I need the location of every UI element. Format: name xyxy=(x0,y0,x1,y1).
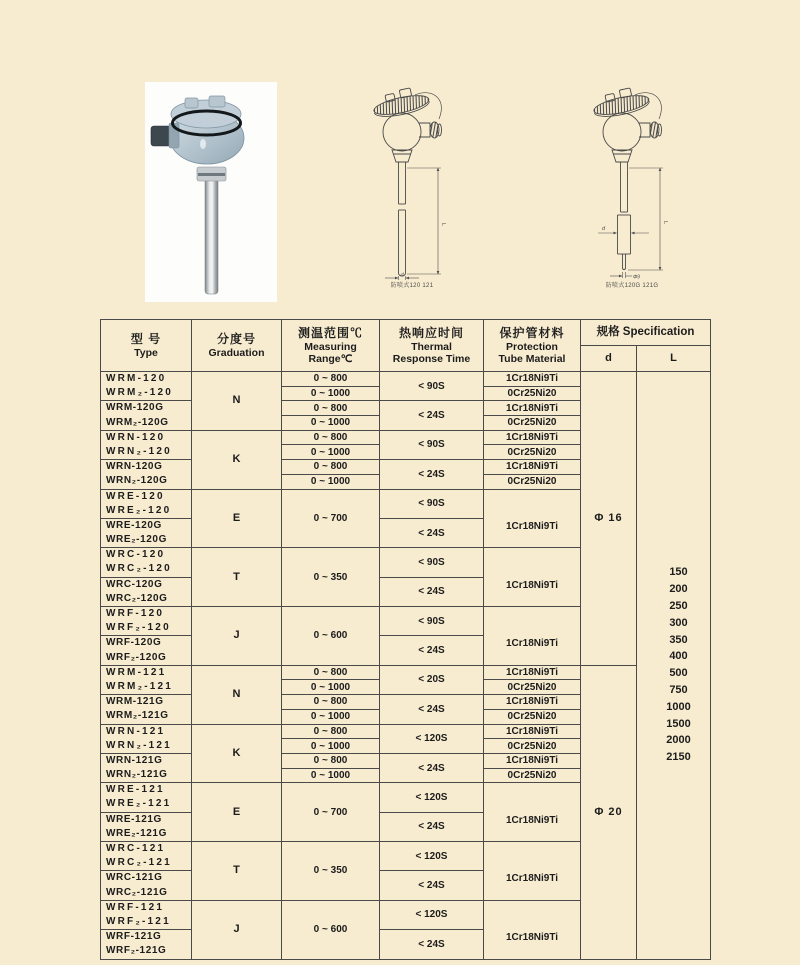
range-cell: 0 ~ 600 xyxy=(282,607,380,666)
drawing-120-caption: 防喷式120 121 xyxy=(390,283,434,289)
dim-d-label: d xyxy=(400,272,404,279)
header-type: 型 号 Type xyxy=(101,320,192,372)
range-cell: 0 ~ 1000 xyxy=(282,416,380,431)
material-cell: 1Cr18Ni9Ti xyxy=(484,430,581,445)
response-cell: < 24S xyxy=(380,695,484,724)
material-cell: 1Cr18Ni9Ti xyxy=(484,900,581,959)
material-cell: 0Cr25Ni20 xyxy=(484,739,581,754)
dimension-L xyxy=(407,168,446,274)
material-cell: 0Cr25Ni20 xyxy=(484,768,581,783)
response-cell: < 90S xyxy=(380,548,484,577)
material-cell: 1Cr18Ni9Ti xyxy=(484,665,581,680)
material-cell: 1Cr18Ni9Ti xyxy=(484,401,581,416)
header-measuring-range: 测温范围℃ Measuring Range℃ xyxy=(282,320,380,372)
neck-outline xyxy=(392,150,412,162)
header-specification: 规格 Specification xyxy=(581,320,711,346)
dimension-d xyxy=(385,273,419,281)
header-graduation: 分度号 Graduation xyxy=(192,320,282,372)
dimension-d xyxy=(598,226,649,233)
probe-outline xyxy=(399,162,406,276)
range-cell: 0 ~ 350 xyxy=(282,842,380,901)
response-cell: < 24S xyxy=(380,871,484,900)
outline-drawing-120g xyxy=(582,84,682,280)
neck-outline xyxy=(612,150,632,162)
diameter-cell: Φ 20 xyxy=(581,665,637,959)
material-cell: 1Cr18Ni9Ti xyxy=(484,372,581,387)
dim-L-label: L xyxy=(440,223,446,227)
probe-outline xyxy=(618,162,631,270)
response-cell: < 24S xyxy=(380,518,484,547)
type-cell: WRF-120 WRF₂-120 xyxy=(101,607,192,636)
range-cell: 0 ~ 800 xyxy=(282,665,380,680)
type-cell: WRC-121G WRC₂-121G xyxy=(101,871,192,900)
knurled-cap xyxy=(371,85,431,121)
material-cell: 1Cr18Ni9Ti xyxy=(484,842,581,901)
length-values: 150 200 250 300 350 400 500 750 1000 1500 2000 2150 xyxy=(666,566,691,764)
range-cell: 0 ~ 800 xyxy=(282,372,380,387)
range-cell: 0 ~ 800 xyxy=(282,430,380,445)
response-cell: < 24S xyxy=(380,460,484,489)
knurled-cap xyxy=(591,85,651,121)
material-cell: 0Cr25Ni20 xyxy=(484,474,581,489)
graduation-cell: N xyxy=(192,665,282,724)
type-cell: WRF-121G WRF₂-121G xyxy=(101,930,192,959)
material-cell: 1Cr18Ni9Ti xyxy=(484,695,581,710)
range-cell: 0 ~ 1000 xyxy=(282,680,380,695)
type-cell: WRM-121 WRM₂-121 xyxy=(101,665,192,694)
response-cell: < 24S xyxy=(380,636,484,665)
range-cell: 0 ~ 700 xyxy=(282,489,380,548)
response-cell: < 24S xyxy=(380,753,484,782)
outline-drawing-120 xyxy=(362,84,462,280)
type-cell: WRC-120 WRC₂-120 xyxy=(101,548,192,577)
range-cell: 0 ~ 1000 xyxy=(282,768,380,783)
material-cell: 1Cr18Ni9Ti xyxy=(484,548,581,607)
range-cell: 0 ~ 1000 xyxy=(282,445,380,460)
header-thermal-response: 热响应时间 Thermal Response Time xyxy=(380,320,484,372)
material-cell: 0Cr25Ni20 xyxy=(484,416,581,431)
type-cell: WRE-121 WRE₂-121 xyxy=(101,783,192,812)
cable-entry xyxy=(151,126,171,146)
type-cell: WRF-121 WRF₂-121 xyxy=(101,900,192,929)
dimension-phi9 xyxy=(610,272,640,280)
type-cell: WRE-121G WRE₂-121G xyxy=(101,812,192,841)
material-cell: 1Cr18Ni9Ti xyxy=(484,724,581,739)
response-cell: < 90S xyxy=(380,372,484,401)
drawing-120g-caption: 防喷式120G 121G xyxy=(605,283,659,289)
probe-sheath xyxy=(205,178,218,294)
dim-d-label: d xyxy=(602,226,606,232)
material-cell: 0Cr25Ni20 xyxy=(484,386,581,401)
range-cell: 0 ~ 1000 xyxy=(282,474,380,489)
head-body-outline xyxy=(603,113,641,151)
range-cell: 0 ~ 800 xyxy=(282,753,380,768)
type-cell: WRM-121G WRM₂-121G xyxy=(101,695,192,724)
dimension-L xyxy=(628,168,668,270)
material-cell: 1Cr18Ni9Ti xyxy=(484,753,581,768)
range-cell: 0 ~ 800 xyxy=(282,724,380,739)
material-cell: 0Cr25Ni20 xyxy=(484,680,581,695)
graduation-cell: K xyxy=(192,724,282,783)
length-cell xyxy=(637,372,711,960)
range-cell: 0 ~ 1000 xyxy=(282,709,380,724)
header-l: L xyxy=(637,346,711,372)
response-cell: < 120S xyxy=(380,900,484,929)
response-cell: < 120S xyxy=(380,842,484,871)
response-cell: < 120S xyxy=(380,724,484,753)
response-cell: < 120S xyxy=(380,783,484,812)
range-cell: 0 ~ 800 xyxy=(282,695,380,710)
response-cell: < 24S xyxy=(380,577,484,606)
material-cell: 1Cr18Ni9Ti xyxy=(484,607,581,666)
graduation-cell: N xyxy=(192,372,282,431)
response-cell: < 20S xyxy=(380,665,484,694)
material-cell: 1Cr18Ni9Ti xyxy=(484,460,581,475)
thermocouple-photo-art xyxy=(145,82,277,302)
response-cell: < 24S xyxy=(380,930,484,959)
type-cell: WRE-120 WRE₂-120 xyxy=(101,489,192,518)
thermocouple-photo xyxy=(145,82,277,302)
type-cell: WRC-121 WRC₂-121 xyxy=(101,842,192,871)
header-d: d xyxy=(581,346,637,372)
head-body-outline xyxy=(383,113,421,151)
specification-table xyxy=(100,319,711,960)
type-cell: WRN-120G WRN₂-120G xyxy=(101,460,192,489)
material-cell: 1Cr18Ni9Ti xyxy=(484,489,581,548)
type-cell: WRN-121 WRN₂-121 xyxy=(101,724,192,753)
type-cell: WRC-120G WRC₂-120G xyxy=(101,577,192,606)
range-cell: 0 ~ 800 xyxy=(282,401,380,416)
graduation-cell: E xyxy=(192,489,282,548)
type-cell: WRN-120 WRN₂-120 xyxy=(101,430,192,459)
material-cell: 0Cr25Ni20 xyxy=(484,445,581,460)
response-cell: < 24S xyxy=(380,812,484,841)
material-cell: 0Cr25Ni20 xyxy=(484,709,581,724)
response-cell: < 24S xyxy=(380,401,484,430)
type-cell: WRF-120G WRF₂-120G xyxy=(101,636,192,665)
response-cell: < 90S xyxy=(380,607,484,636)
graduation-cell: J xyxy=(192,607,282,666)
range-cell: 0 ~ 700 xyxy=(282,783,380,842)
graduation-cell: E xyxy=(192,783,282,842)
material-cell: 1Cr18Ni9Ti xyxy=(484,783,581,842)
response-cell: < 90S xyxy=(380,489,484,518)
type-cell: WRM-120G WRM₂-120G xyxy=(101,401,192,430)
range-cell: 0 ~ 600 xyxy=(282,900,380,959)
graduation-cell: J xyxy=(192,900,282,959)
graduation-cell: K xyxy=(192,430,282,489)
header-protection-material: 保护管材料 Protection Tube Material xyxy=(484,320,581,372)
diameter-cell: Φ 16 xyxy=(581,372,637,666)
type-cell: WRN-121G WRN₂-121G xyxy=(101,753,192,782)
type-cell: WRM-120 WRM₂-120 xyxy=(101,372,192,401)
response-cell: < 90S xyxy=(380,430,484,459)
graduation-cell: T xyxy=(192,842,282,901)
range-cell: 0 ~ 350 xyxy=(282,548,380,607)
graduation-cell: T xyxy=(192,548,282,607)
type-cell: WRE-120G WRE₂-120G xyxy=(101,518,192,547)
range-cell: 0 ~ 800 xyxy=(282,460,380,475)
dim-L-label: L xyxy=(662,221,668,225)
dim-phi9-label: Φ9 xyxy=(633,274,640,280)
range-cell: 0 ~ 1000 xyxy=(282,739,380,754)
range-cell: 0 ~ 1000 xyxy=(282,386,380,401)
